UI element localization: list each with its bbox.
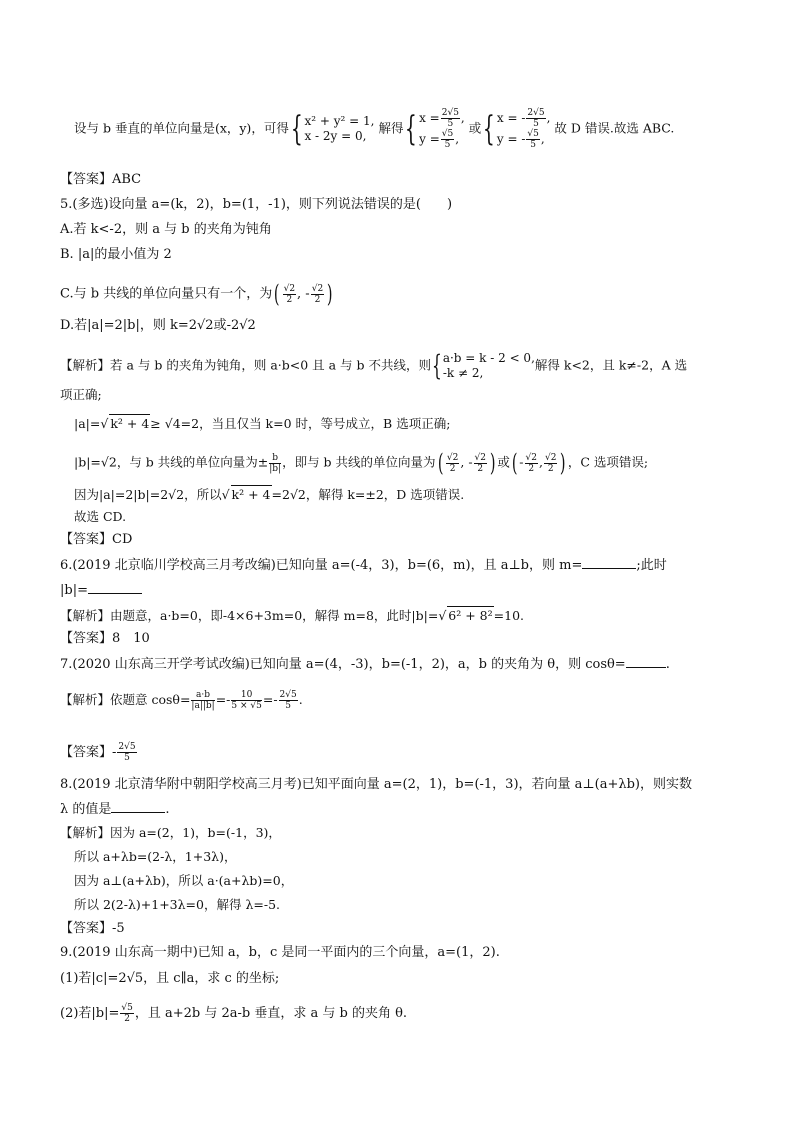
brace-icon: { bbox=[432, 349, 442, 382]
text: ，且 a+2b 与 2a-b 垂直，求 a 与 b 的夹角 θ. bbox=[134, 1006, 408, 1021]
answer-blank[interactable] bbox=[582, 568, 636, 569]
text: 7.(2020 山东高三开学考试改编)已知向量 a=(4，-3)，b=(-1，2)，a，b 的夹角为 θ，则 cosθ= bbox=[60, 657, 626, 672]
q8-solution-4: 所以 2(2-λ)+1+3λ=0，解得 λ=-5. bbox=[74, 897, 280, 912]
text: 6.(2019 北京临川学校高三月考改编)已知向量 a=(-4，3)，b=(6，m)，且 a⊥b，则 m= bbox=[60, 558, 583, 573]
q5-option-c: C.与 b 共线的单位向量只有一个，为( $\frac{√2}{2}$ , - $\frac{√2}{2}$ ) bbox=[60, 280, 333, 308]
answer-blank[interactable] bbox=[626, 667, 666, 668]
text: 解得 bbox=[378, 120, 404, 136]
equation: y = $\frac{√5}{5}$ , bbox=[419, 129, 460, 150]
paren-icon: ) bbox=[560, 449, 566, 477]
brace-icon: { bbox=[290, 109, 303, 149]
text: ≥ √4=2，当且仅当 k=0 时，等号成立，B 选项正确; bbox=[150, 416, 451, 431]
fraction: $\frac{√2}{2}$ bbox=[474, 452, 487, 474]
q6-solution: 【解析】由题意，a·b=0，即-4×6+3m=0，解得 m=8，此时|b|=√ 6² + 8²=10. bbox=[60, 608, 525, 623]
text: ，即与 b 共线的单位向量为 bbox=[282, 454, 436, 470]
text: 解得 k<2，且 k≠-2，A 选 bbox=[534, 357, 688, 373]
q5-option-b: B. |a|的最小值为 2 bbox=[60, 247, 172, 262]
equation-system-1 bbox=[304, 114, 374, 144]
q7-stem: 7.(2020 山东高三开学考试改编)已知向量 a=(4，-3)，b=(-1，2)，a，b 的夹角为 θ，则 cosθ= . bbox=[60, 657, 670, 672]
q5-solution-1 bbox=[60, 351, 734, 381]
text: ;此时 bbox=[636, 558, 667, 573]
q7-solution: 【解析】依题意 cosθ= $\frac{a\cdot b}{|a||b|}$ =- $\frac{10}{5 \times √5}$ =- $\frac{2√5}{5}$ . bbox=[60, 690, 303, 711]
equation: y = - $\frac{√5}{5}$ , bbox=[496, 129, 545, 150]
fraction: $\frac{a\cdot b}{|a||b|}$ bbox=[191, 690, 215, 711]
q8-answer: 【答案】-5 bbox=[60, 921, 125, 936]
text: |b|= bbox=[60, 583, 88, 598]
equation: x² + y² = 1, bbox=[304, 114, 375, 128]
text: C.与 b 共线的单位向量只有一个，为 bbox=[60, 286, 273, 302]
equation: x - 2y = 0, bbox=[304, 129, 367, 143]
fraction: $\frac{2√5}{5}$ bbox=[118, 742, 136, 763]
paren-icon: ) bbox=[489, 449, 496, 477]
paren-icon: ( bbox=[274, 280, 280, 308]
text: 设与 b 垂直的单位向量是(x，y)，可得 bbox=[74, 120, 289, 136]
q8-solution-3: 因为 a⊥(a+λb)，所以 a·(a+λb)=0， bbox=[74, 873, 294, 888]
q9-part-2 bbox=[60, 1003, 734, 1024]
paren-icon: ) bbox=[327, 280, 333, 308]
text: 【解析】由题意，a·b=0，即-4×6+3m=0，解得 m=8，此时|b|= bbox=[60, 608, 439, 623]
text: 或 bbox=[497, 454, 510, 470]
fraction: $\frac{√2}{2}$ bbox=[311, 283, 324, 305]
equation-system-2 bbox=[419, 108, 465, 150]
equation: x = $\frac{2√5}{5}$ , bbox=[419, 108, 465, 129]
q5-solution-1-cont: 项正确; bbox=[60, 387, 102, 402]
text: 【解析】依题意 cosθ= bbox=[60, 692, 191, 707]
q5-solution-2: |a|=√ k² + 4≥ √4=2，当且仅当 k=0 时，等号成立，B 选项正确; bbox=[74, 416, 451, 431]
text: |a|= bbox=[74, 416, 101, 431]
text: λ 的值是 bbox=[60, 802, 112, 817]
solution-line-systems bbox=[74, 108, 734, 150]
q8-solution-1: 【解析】因为 a=(2，1)，b=(-1，3)， bbox=[60, 825, 281, 840]
brace-icon: { bbox=[483, 109, 496, 149]
text: ，C 选项错误; bbox=[567, 454, 649, 470]
q8-stem: 8.(2019 北京清华附中朝阳学校高三月考)已知平面向量 a=(2，1)，b=(-1，3)，若向量 a⊥(a+λb)，则实数 bbox=[60, 777, 692, 792]
fraction: $\frac{√2}{2}$ bbox=[283, 283, 296, 305]
equation-system bbox=[443, 351, 535, 381]
fraction: $\frac{2√5}{5}$ bbox=[279, 690, 297, 711]
paren-icon: ( bbox=[437, 449, 444, 477]
text: 或 bbox=[468, 120, 482, 136]
answer-blank[interactable] bbox=[88, 593, 142, 594]
paren-icon: ( bbox=[511, 449, 518, 477]
radical: 6² + 8² bbox=[448, 608, 493, 623]
fraction: $\frac{√5}{2}$ bbox=[121, 1003, 133, 1024]
equation-system-3 bbox=[497, 108, 551, 150]
text: (2)若|b|= bbox=[60, 1006, 120, 1021]
text: 因为|a|=2|b|=2√2，所以 bbox=[74, 487, 222, 502]
text: 故 D 错误.故选 ABC. bbox=[554, 120, 675, 136]
answer-blank[interactable] bbox=[111, 812, 165, 813]
fraction: $\frac{√2}{2}$ bbox=[544, 452, 557, 474]
q5-solution-5: 故选 CD. bbox=[74, 509, 127, 524]
q7-answer bbox=[60, 742, 734, 763]
equation: a·b = k - 2 < 0, bbox=[442, 351, 535, 365]
q6-answer: 【答案】8 10 bbox=[60, 631, 150, 646]
q5-solution-4: 因为|a|=2|b|=2√2，所以√ k² + 4=2√2，解得 k=±2，D 选项错误. bbox=[74, 487, 465, 502]
answer-4: 【答案】ABC bbox=[60, 172, 142, 187]
radical: k² + 4 bbox=[231, 487, 271, 502]
fraction: $\frac{√2}{2}$ bbox=[446, 452, 459, 474]
equation: x = - $\frac{2√5}{5}$ , bbox=[496, 108, 551, 129]
fraction: $\frac{√2}{2}$ bbox=[525, 452, 537, 474]
q5-answer: 【答案】CD bbox=[60, 532, 133, 547]
q6-stem bbox=[60, 557, 734, 575]
text: =2√2，解得 k=±2，D 选项错误. bbox=[271, 487, 465, 502]
q5-stem: 5.(多选)设向量 a=(k，2)，b=(1，-1)，则下列说法错误的是( ) bbox=[60, 197, 453, 212]
text: =10. bbox=[493, 608, 525, 623]
q9-stem: 9.(2019 山东高一期中)已知 a，b，c 是同一平面内的三个向量，a=(1，2). bbox=[60, 945, 500, 960]
q8-stem-2: λ 的值是 . bbox=[60, 802, 170, 817]
fraction: $\frac{10}{5 \times √5}$ bbox=[231, 690, 262, 711]
q5-solution-3: |b|=√2，与 b 共线的单位向量为± $\frac{b}{|b|}$ ，即与 b 共线的单位向量为( $\frac{√2}{2}$ , - $\frac{√2}{2}$ ) 或( - $\frac{√2}{2}$ , $\frac{√2}{2}$ ) ，C 选项错误; bbox=[74, 449, 649, 477]
q5-option-a: A.若 k<-2，则 a 与 b 的夹角为钝角 bbox=[60, 222, 272, 237]
text: 【答案】- bbox=[60, 745, 117, 760]
q9-part-1: (1)若|c|=2√5，且 c∥a，求 c 的坐标; bbox=[60, 971, 280, 986]
brace-icon: { bbox=[405, 109, 418, 149]
text: 【解析】若 a 与 b 的夹角为钝角，则 a·b<0 且 a 与 b 不共线，则 bbox=[60, 357, 431, 373]
text: |b|=√2，与 b 共线的单位向量为± bbox=[74, 454, 269, 470]
equation: -k ≠ 2, bbox=[442, 366, 484, 380]
q5-option-d: D.若|a|=2|b|，则 k=2√2或-2√2 bbox=[60, 318, 256, 333]
radical: k² + 4 bbox=[110, 416, 150, 431]
q6-stem-2 bbox=[60, 582, 734, 600]
fraction: $\frac{b}{|b|}$ bbox=[269, 452, 282, 474]
q8-solution-2: 所以 a+λb=(2-λ，1+3λ)， bbox=[74, 849, 237, 864]
